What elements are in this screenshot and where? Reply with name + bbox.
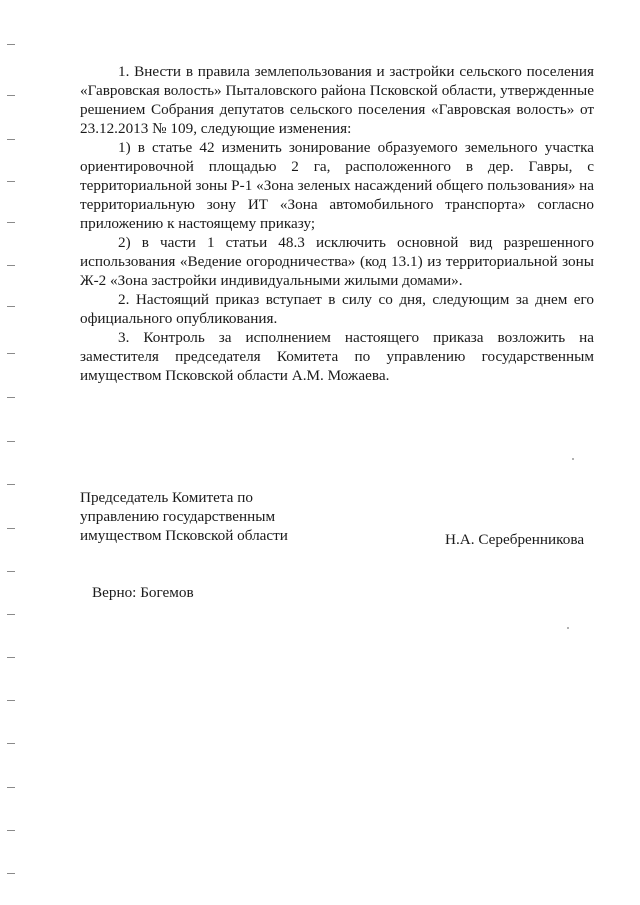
signatory-position-line: Председатель Комитета по xyxy=(80,489,253,506)
binding-mark xyxy=(7,441,15,442)
binding-mark xyxy=(7,700,15,701)
binding-mark xyxy=(7,787,15,788)
binding-mark xyxy=(7,353,15,354)
signatory-position-line: имуществом Псковской области xyxy=(80,527,288,544)
binding-mark xyxy=(7,873,15,874)
binding-mark xyxy=(7,181,15,182)
binding-mark xyxy=(7,95,15,96)
scan-speck xyxy=(567,627,569,629)
paragraph-effective-date: 2. Настоящий приказ вступает в силу со дня, следующим за днем его официального опубликования. xyxy=(80,291,594,327)
paragraph-control: 3. Контроль за исполнением настоящего приказа возложить на заместителя председателя Комитета по управлению государственным имуществом Псковской области А.М. Можаева. xyxy=(80,329,594,384)
binding-mark xyxy=(7,306,15,307)
binding-mark xyxy=(7,139,15,140)
binding-mark xyxy=(7,44,15,45)
binding-mark xyxy=(7,571,15,572)
binding-mark xyxy=(7,397,15,398)
signatory-position-line: управлению государственным xyxy=(80,508,276,525)
signatory-position xyxy=(80,488,320,545)
binding-mark xyxy=(7,484,15,485)
paragraph-amend-rules: 1. Внести в правила землепользования и застройки сельского поселения «Гавровская волость» Пыталовского района Псковской области, утвержденные решением Собрания депутатов сельского поселения «Гавровская волость» от 23.12.2013 № 109, следующие изменения: xyxy=(80,63,594,137)
binding-mark xyxy=(7,528,15,529)
order-body xyxy=(80,62,594,385)
signatory-name: Н.А. Серебренникова xyxy=(445,531,585,548)
binding-mark xyxy=(7,614,15,615)
binding-mark xyxy=(7,222,15,223)
paragraph-article-42: 1) в статье 42 изменить зонирование образуемого земельного участка ориентировочной площадью 2 га, расположенного в дер. Гавры, с территориальной зоны Р-1 «Зона зеленых насаждений общего пользования» на территориальную зону ИТ «Зона автомобильного транспорта» согласно приложению к настоящему приказу; xyxy=(80,139,594,232)
binding-mark xyxy=(7,657,15,658)
binding-mark xyxy=(7,830,15,831)
binding-hole-marks xyxy=(0,0,30,905)
paragraph-article-48-3: 2) в части 1 статьи 48.3 исключить основной вид разрешенного использования «Ведение огородничества» (код 13.1) из территориальной зоны Ж-2 «Зона застройки индивидуальными жилыми домами». xyxy=(80,234,594,289)
certification-note: Верно: Богемов xyxy=(92,584,194,601)
binding-mark xyxy=(7,743,15,744)
binding-mark xyxy=(7,265,15,266)
scan-speck xyxy=(572,458,574,460)
